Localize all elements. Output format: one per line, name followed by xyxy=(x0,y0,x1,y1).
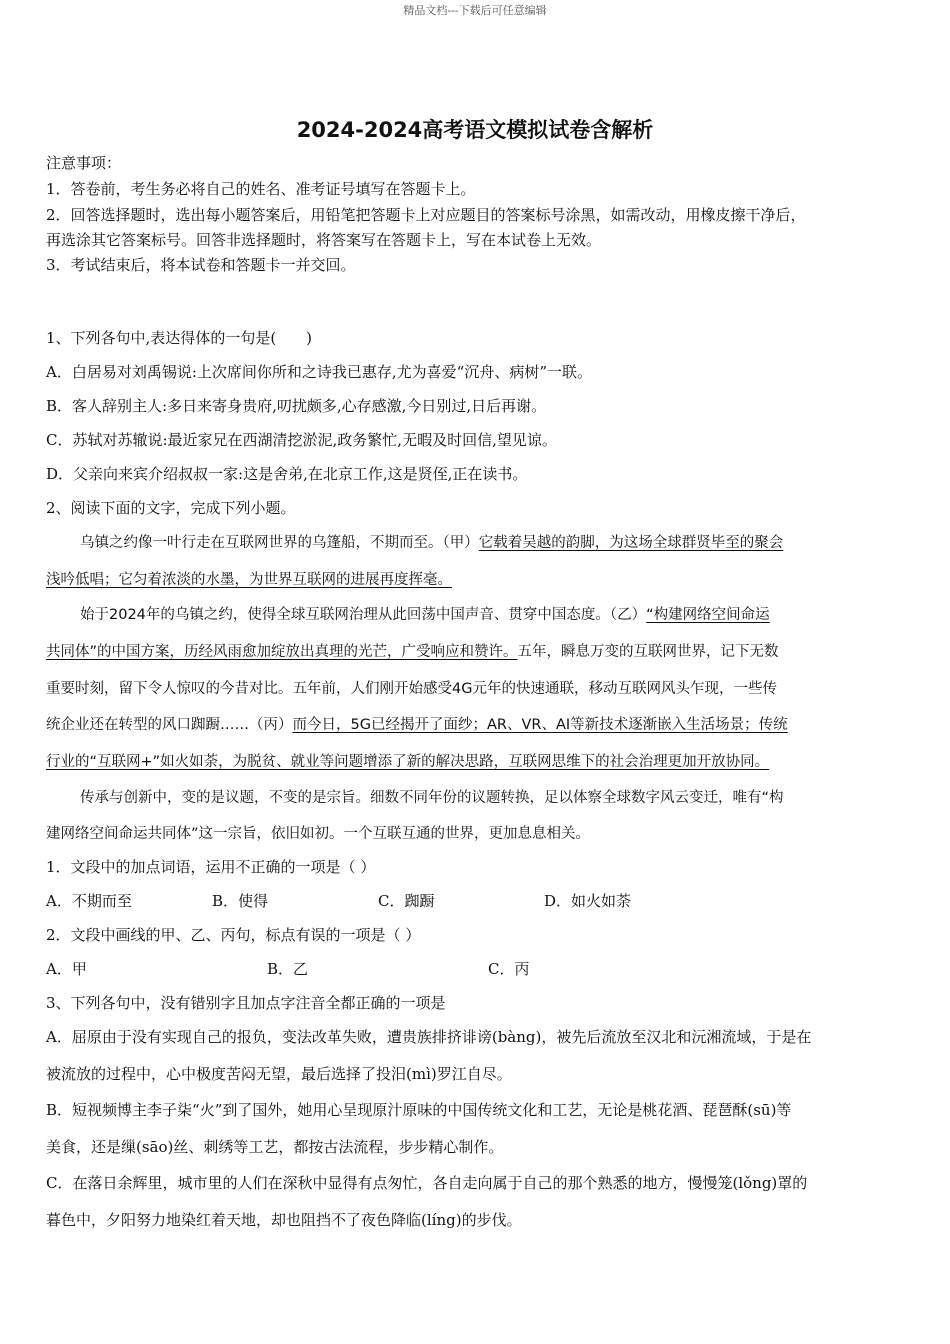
subq1-option-c: C．踟蹰 xyxy=(378,892,435,910)
passage-text: 统企业还在转型的风口踟蹰……（丙） xyxy=(46,717,293,733)
q1-option-b: B．客人辞别主人:多日来寄身贵府,叨扰颇多,心存感激,今日别过,日后再谢。 xyxy=(46,397,547,415)
passage-line: 重要时刻，留下令人惊叹的今昔对比。五年前，人们刚开始感受4G元年的快速通联，移动互联网风头乍现，一些传 xyxy=(46,681,777,697)
passage-line xyxy=(46,750,769,771)
subq2-option-a: A．甲 xyxy=(46,960,87,978)
q3-option-a-line1: A．屈原由于没有实现自己的报负，变法改革失败，遭贵族排挤诽谤(bàng)，被先后流放至汉北和沅湘流域，于是在 xyxy=(46,1028,812,1046)
note-2a: 2．回答选择题时，选出每小题答案后，用铅笔把答题卡上对应题目的答案标号涂黑，如需改动，用橡皮擦干净后， xyxy=(46,206,806,224)
passage-text: 五年，瞬息万变的互联网世界，记下无数 xyxy=(517,644,779,660)
notes-heading: 注意事项： xyxy=(46,154,122,172)
passage-line xyxy=(46,713,788,734)
q3-option-c-line2: 暮色中，夕阳努力地染红着天地，却也阻挡不了夜色降临(líng)的步伐。 xyxy=(46,1211,522,1229)
q2-stem: 2、阅读下面的文字，完成下列小题。 xyxy=(46,499,296,517)
subq1-option-b: B．使得 xyxy=(212,892,269,910)
q1-stem: 1、下列各句中,表达得体的一句是( ) xyxy=(46,329,313,347)
page-title: 2024-2024高考语文模拟试卷含解析 xyxy=(296,118,654,142)
passage-line xyxy=(80,531,783,552)
page-header: 精品文档---下载后可任意编辑 xyxy=(403,4,547,17)
q3-stem: 3、下列各句中，没有错别字且加点字注音全都正确的一项是 xyxy=(46,994,446,1012)
sentence-yi: “构建网络空间命运 xyxy=(646,607,770,623)
subq2-stem: 2．文段中画线的甲、乙、丙句，标点有误的一项是（ ） xyxy=(46,926,421,944)
passage-text: 乌镇之约像一叶行走在互联网世界的乌篷船，不期而至。（甲） xyxy=(80,535,479,551)
q3-option-c-line1: C．在落日余辉里，城市里的人们在深秋中显得有点匆忙，各自走向属于自己的那个熟悉的地方，慢慢笼(lǒng)罩的 xyxy=(46,1174,808,1192)
subq2-option-b: B．乙 xyxy=(267,960,309,978)
subq2-option-c: C．丙 xyxy=(488,960,530,978)
q1-option-a: A．白居易对刘禹锡说:上次席间你所和之诗我已惠存,尤为喜爱“沉舟、病树”一联。 xyxy=(46,363,592,381)
note-3: 3．考试结束后，将本试卷和答题卡一并交回。 xyxy=(46,256,356,274)
q1-option-d: D．父亲向来宾介绍叔叔一家:这是舍弟,在北京工作,这是贤侄,正在读书。 xyxy=(46,465,528,483)
sentence-bing: 而今日，5G已经揭开了面纱；AR、VR、AI等新技术逐渐嵌入生活场景；传统 xyxy=(292,717,788,733)
sentence-bing-cont: 行业的“互联网+”如火如荼，为脱贫、就业等问题增添了新的解决思路，互联网思维下的社会治理更加开放协同。 xyxy=(46,754,770,770)
q1-option-c: C．苏轼对苏辙说:最近家兄在西湖清挖淤泥,政务繁忙,无暇及时回信,望见谅。 xyxy=(46,431,557,449)
q3-option-b-line2: 美食，还是缫(sāo)丝、刺绣等工艺，都按古法流程，步步精心制作。 xyxy=(46,1138,504,1156)
sentence-jia-cont: 浅吟低唱；它匀着浓淡的水墨，为世界互联网的进展再度挥毫。 xyxy=(46,572,452,588)
subq1-option-d: D．如火如荼 xyxy=(544,892,632,910)
note-2b: 再选涂其它答案标号。回答非选择题时，将答案写在答题卡上，写在本试卷上无效。 xyxy=(46,231,602,249)
passage-line xyxy=(46,640,779,661)
subq1-stem: 1．文段中的加点词语，运用不正确的一项是（ ） xyxy=(46,858,376,876)
sentence-yi-cont: 共同体”的中国方案，历经风雨愈加绽放出真理的光芒，广受响应和赞许。 xyxy=(46,644,518,660)
passage-line: 传承与创新中，变的是议题，不变的是宗旨。细数不同年份的议题转换，足以体察全球数字风云变迁，唯有“构 xyxy=(80,790,784,806)
subq1-option-a: A．不期而至 xyxy=(46,892,132,910)
passage-line xyxy=(46,568,452,589)
note-1: 1．答卷前，考生务必将自己的姓名、准考证号填写在答题卡上。 xyxy=(46,180,476,198)
q3-option-b-line1: B．短视频博主李子柒“火”到了国外，她用心呈现原汁原味的中国传统文化和工艺，无论是桃花酒、琵琶酥(sū)等 xyxy=(46,1101,792,1119)
passage-text: 始于2024年的乌镇之约，使得全球互联网治理从此回荡中国声音、贯穿中国态度。（乙） xyxy=(80,607,647,623)
passage-line xyxy=(80,603,770,624)
q3-option-a-line2: 被流放的过程中，心中极度苦闷无望，最后选择了投汨(mì)罗江自尽。 xyxy=(46,1065,512,1083)
sentence-jia: 它载着吴越的韵脚，为这场全球群贤毕至的聚会 xyxy=(478,535,784,551)
passage-line: 建网络空间命运共同体”这一宗旨，依旧如初。一个互联互通的世界，更加息息相关。 xyxy=(46,826,591,842)
